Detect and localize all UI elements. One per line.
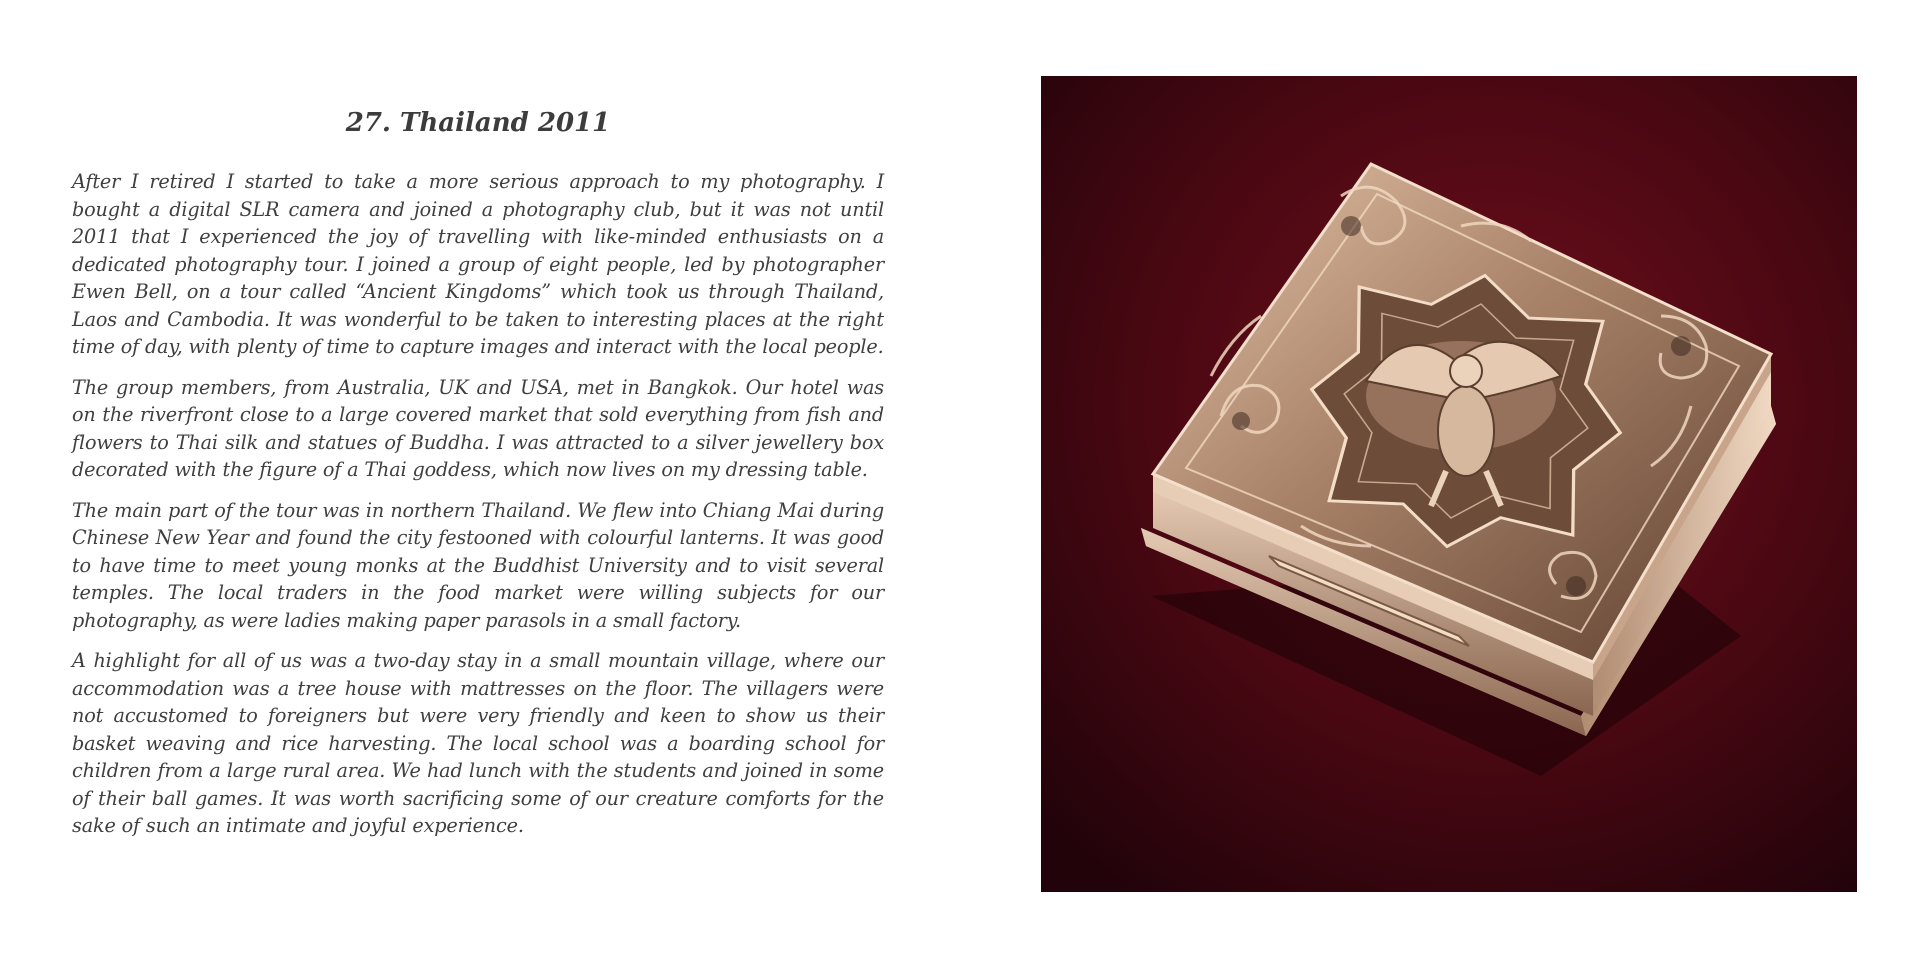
paragraph-2: The group members, from Australia, UK and USA, met in Bangkok. Our hotel was on the riverfront close to a large covered market that sold everything from fish and flowers to Thai silk and statues of Buddha. I was attracted to a silver jewellery box decorated with the figure of a Thai goddess, which now lives on my dressing table. [72,375,884,481]
paragraph-3: The main part of the tour was in northern Thailand. We flew into Chiang Mai during Chinese New Year and found the city festooned with colourful lanterns. It was good to have time to meet young monks at the Buddhist University and to visit several temples. The local traders in the food market were willing subjects for our photography, as were ladies making paper parasols in a small factory. [72,498,884,632]
jewellery-box-illustration [1041,76,1857,892]
text-column [72,108,884,853]
jewellery-box-photo [1041,76,1857,892]
paragraph-1: After I retired I started to take a more serious approach to my photography. I bought a digital SLR camera and joined a photography club, but it was not until 2011 that I experienced the joy of travelling with like-minded enthusiasts on a dedicated photography tour. I joined a group of eight people, led by photographer Ewen Bell, on a tour called “Ancient Kingdoms” which took us through Thailand, Laos and Cambodia. It was wonderful to be taken to interesting places at the right time of day, with plenty of time to capture images and interact with the local people. [72,170,884,358]
chapter-title: 27. Thailand 2011 [345,108,611,138]
paragraph-4: A highlight for all of us was a two-day stay in a small mountain village, where our accommodation was a tree house with mattresses on the floor. The villagers were not accustomed to foreigners but were very friendly and keen to show us their basket weaving and rice harvesting. The local school was a boarding school for children from a large rural area. We had lunch with the students and joined in some of their ball games. It was worth sacrificing some of our creature comforts for the sake of such an intimate and joyful experience. [72,649,884,837]
